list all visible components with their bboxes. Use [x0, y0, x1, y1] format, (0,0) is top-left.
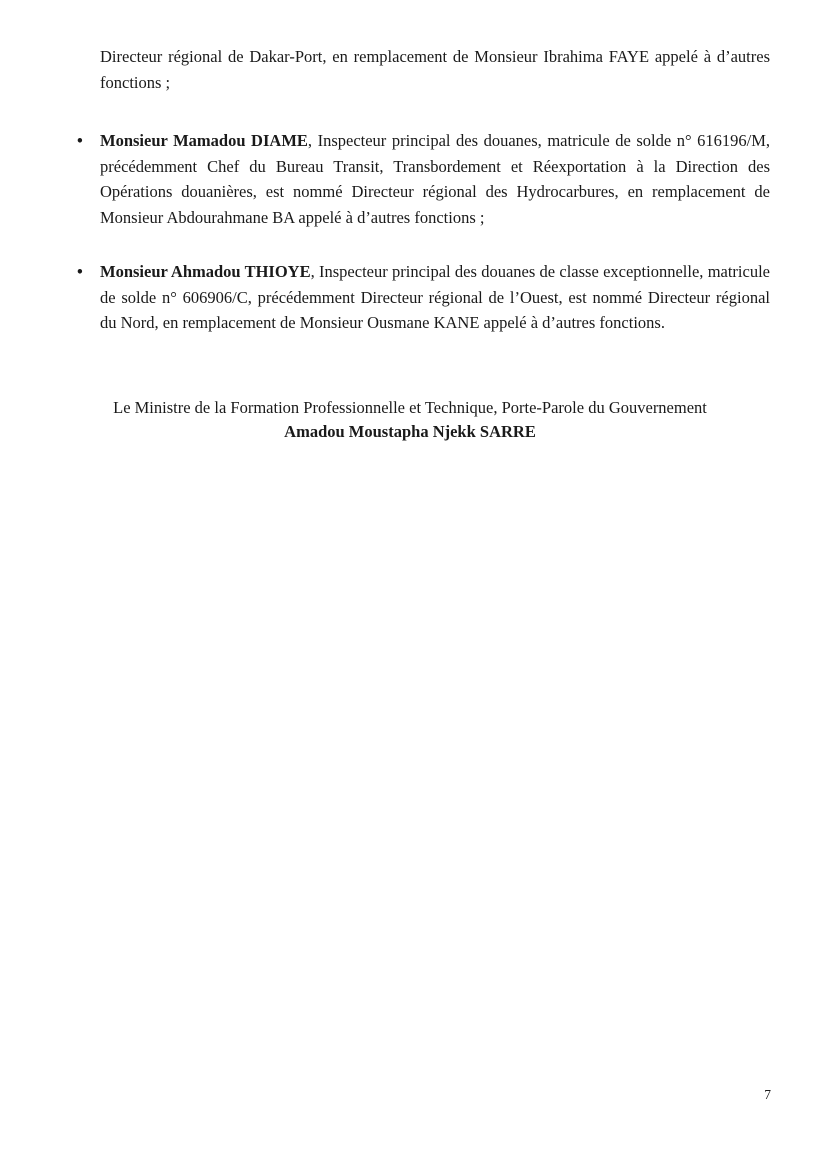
bullet-icon: •	[77, 262, 83, 281]
person-name-thioye: Monsieur Ahmadou THIOYE	[100, 262, 311, 281]
bullet-icon: •	[77, 131, 83, 150]
page-number: 7	[764, 1087, 771, 1102]
document-body	[77, 44, 770, 365]
person-name-diame: Monsieur Mamadou DIAME	[100, 131, 308, 150]
continuation-paragraph: Directeur régional de Dakar-Port, en remplacement de Monsieur Ibrahima FAYE appelé à d’autres fonctions ;	[100, 47, 770, 92]
signature-name: Amadou Moustapha Njekk SARRE	[284, 421, 536, 441]
bullet-text-thioye: , Inspecteur principal des douanes de classe exceptionnelle, matricule de solde n° 606906/C, précédemment Directeur régional de l’Ouest, est nommé Directeur régional du Nord, en remplacement de Monsieur Ousmane KANE appelé à d’autres fonctions.	[100, 262, 770, 332]
bullet-text-diame: , Inspecteur principal des douanes, matricule de solde n° 616196/M, précédemment Chef du Bureau Transit, Transbordement et Réexportation à la Direction des Opérations douanières, est nommé Directeur régional des Hydrocarbures, en remplacement de Monsieur Abdourahmane BA appelé à d’autres fonctions ;	[100, 131, 770, 227]
signature-block	[50, 396, 770, 443]
signature-title: Le Ministre de la Formation Professionnelle et Technique, Porte-Parole du Gouvernement	[113, 398, 707, 417]
bullet-item-diame	[77, 128, 770, 230]
bullet-item-thioye	[77, 259, 770, 336]
